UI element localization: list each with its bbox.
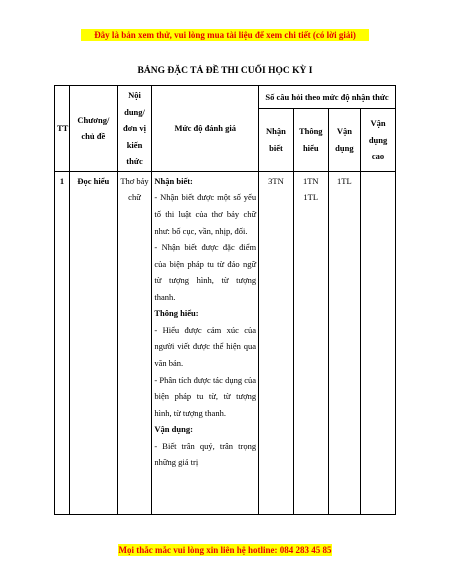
cell-tt: 1	[55, 171, 70, 514]
header-tt: TT	[55, 86, 70, 172]
header-muc-do-danh-gia: Mức độ đánh giá	[152, 86, 259, 172]
cell-nhan-biet: 3TN	[259, 171, 294, 514]
cell-chuong-chu-de: Đọc hiểu	[70, 171, 118, 514]
cell-noi-dung: Thơ bảy chữ	[117, 171, 152, 514]
cell-thong-hieu: 1TN 1TL	[293, 171, 328, 514]
header-so-cau-hoi: Số câu hỏi theo mức độ nhận thức	[259, 86, 396, 109]
hotline-banner: Mọi thắc mắc vui lòng xin liên hệ hotline: 084 283 45 85	[118, 545, 332, 555]
specification-table	[54, 85, 396, 515]
header-van-dung: Vận dụng	[328, 109, 360, 172]
section-heading-van-dung: Vận dụng:	[154, 424, 193, 435]
table-row	[55, 171, 396, 514]
header-noi-dung: Nội dung/ đơn vị kiến thức	[117, 86, 152, 172]
section-heading-nhan-biet: Nhận biết:	[154, 175, 193, 186]
cell-van-dung-cao	[361, 171, 396, 514]
header-van-dung-cao: Vận dụng cao	[361, 109, 396, 172]
header-nhan-biet: Nhận biết	[259, 109, 294, 172]
list-item: - Nhận biết được đặc điểm của biện pháp tu từ đảo ngữ từ tượng hình, từ tượng thanh.	[154, 242, 257, 302]
cell-van-dung: 1TL	[328, 171, 360, 514]
section-heading-thong-hieu: Thông hiểu:	[154, 308, 199, 319]
list-item: - Phân tích được tác dụng của biện pháp tu từ, từ tượng hình, từ tượng thanh.	[154, 374, 257, 418]
cell-muc-do-danh-gia	[152, 171, 259, 514]
document-title: BẢNG ĐẶC TẢ ĐỀ THI CUỐI HỌC KỲ I	[137, 66, 313, 76]
list-item: - Biết trân quý, trân trọng những giá trị	[154, 440, 257, 468]
header-chuong-chu-de: Chương/ chủ đề	[70, 86, 118, 172]
preview-notice-banner: Đây là bản xem thử, vui lòng mua tài liệu để xem chi tiết (có lời giải)	[81, 29, 369, 41]
list-item: - Nhận biết được một số yếu tố thi luật của thơ bảy chữ như: bố cục, vần, nhịp, đối.	[154, 192, 257, 236]
list-item: - Hiểu được cảm xúc của người viết được thể hiện qua văn bản.	[154, 324, 257, 368]
header-thong-hieu: Thông hiểu	[293, 109, 328, 172]
